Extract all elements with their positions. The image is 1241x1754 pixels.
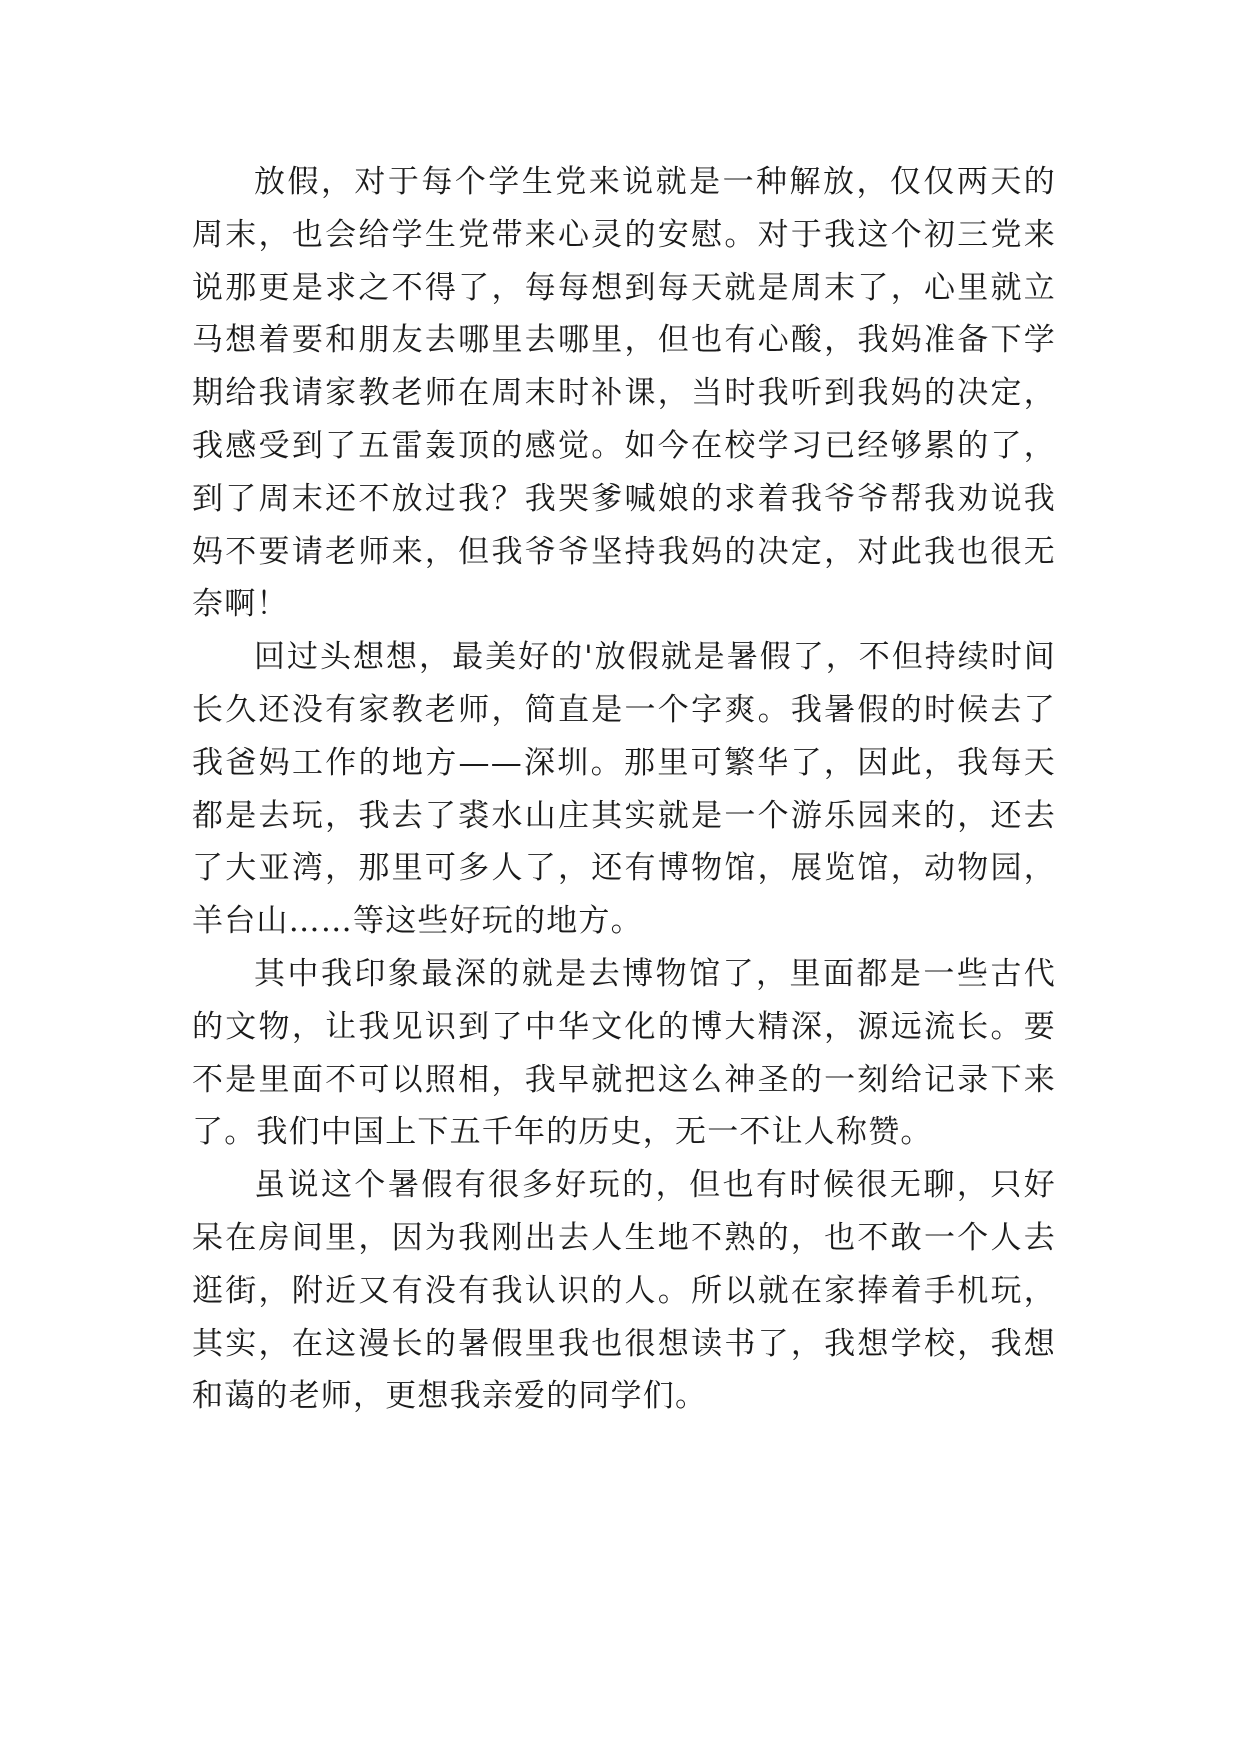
paragraph-1: 放假，对于每个学生党来说就是一种解放，仅仅两天的周末，也会给学生党带来心灵的安慰。对于我这个初三党来说那更是求之不得了，每每想到每天就是周末了，心里就立马想着要和朋友去哪里去哪里，但也有心酸，我妈准备下学期给我请家教老师在周末时补课，当时我听到我妈的决定，我感受到了五雷轰顶的感觉。如今在校学习已经够累的了，到了周末还不放过我？我哭爹喊娘的求着我爷爷帮我劝说我妈不要请老师来，但我爷爷坚持我妈的决定，对此我也很无奈啊！ xyxy=(192,164,1056,623)
paragraph-4: 虽说这个暑假有很多好玩的，但也有时候很无聊，只好呆在房间里，因为我刚出去人生地不熟的，也不敢一个人去逛街，附近又有没有我认识的人。所以就在家捧着手机玩，其实，在这漫长的暑假里我也很想读书了，我想学校，我想和蔼的老师，更想我亲爱的同学们。 xyxy=(192,1167,1056,1415)
document-body xyxy=(192,156,1056,1423)
paragraph-2: 回过头想想，最美好的'放假就是暑假了，不但持续时间长久还没有家教老师，简直是一个字爽。我暑假的时候去了我爸妈工作的地方——深圳。那里可繁华了，因此，我每天都是去玩，我去了裘水山庄其实就是一个游乐园来的，还去了大亚湾，那里可多人了，还有博物馆，展览馆，动物园，羊台山……等这些好玩的地方。 xyxy=(192,639,1056,940)
paragraph-3: 其中我印象最深的就是去博物馆了，里面都是一些古代的文物，让我见识到了中华文化的博大精深，源远流长。要不是里面不可以照相，我早就把这么神圣的一刻给记录下来了。我们中国上下五千年的历史，无一不让人称赞。 xyxy=(192,955,1056,1151)
